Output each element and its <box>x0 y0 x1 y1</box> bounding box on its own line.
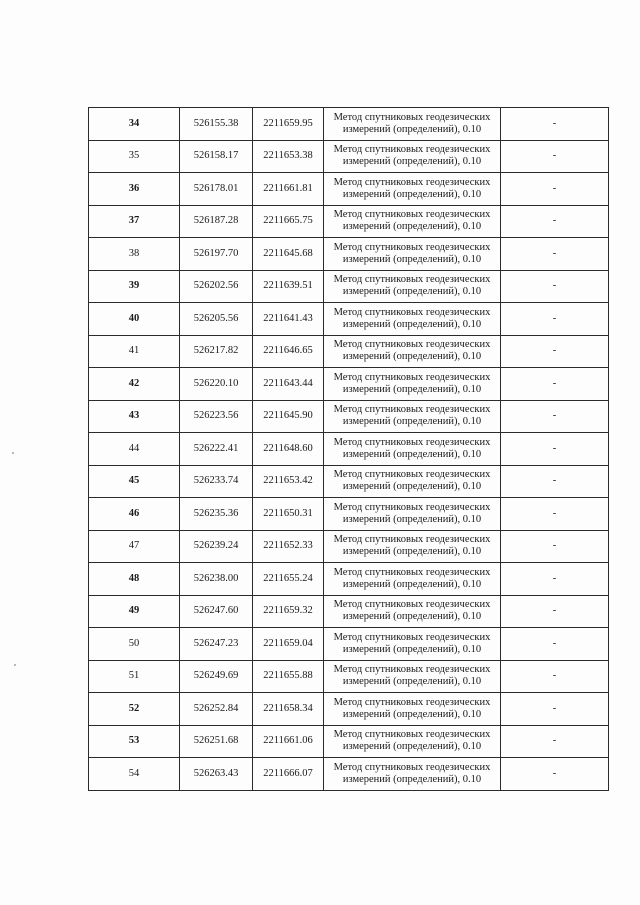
description-cell: - <box>501 660 609 693</box>
x-coordinate-cell: 526247.23 <box>180 628 253 661</box>
method-cell <box>324 303 501 336</box>
method-line-1: Метод спутниковых геодезических <box>333 534 491 546</box>
x-coordinate-cell: 526222.41 <box>180 433 253 466</box>
point-number-cell: 52 <box>89 693 180 726</box>
table-row <box>89 530 609 563</box>
method-line-1: Метод спутниковых геодезических <box>333 696 491 708</box>
point-number-cell: 47 <box>89 530 180 563</box>
method-cell <box>324 693 501 726</box>
x-coordinate-cell: 526158.17 <box>180 140 253 173</box>
x-coordinate-cell: 526187.28 <box>180 205 253 238</box>
method-line-1: Метод спутниковых геодезических <box>333 566 491 578</box>
method-cell <box>324 628 501 661</box>
y-coordinate-cell: 2211641.43 <box>253 303 324 336</box>
table-row <box>89 205 609 238</box>
x-coordinate-cell: 526202.56 <box>180 270 253 303</box>
method-line-2: измерений (определений), 0.10 <box>342 578 482 590</box>
method-cell <box>324 270 501 303</box>
description-cell: - <box>501 368 609 401</box>
point-number-cell: 39 <box>89 270 180 303</box>
point-number-cell: 37 <box>89 205 180 238</box>
description-cell: - <box>501 205 609 238</box>
y-coordinate-cell: 2211646.65 <box>253 335 324 368</box>
table-row <box>89 725 609 758</box>
x-coordinate-cell: 526205.56 <box>180 303 253 336</box>
method-line-1: Метод спутниковых геодезических <box>333 176 491 188</box>
y-coordinate-cell: 2211655.88 <box>253 660 324 693</box>
y-coordinate-cell: 2211645.90 <box>253 400 324 433</box>
method-line-2: измерений (определений), 0.10 <box>342 611 482 623</box>
method-line-2: измерений (определений), 0.10 <box>342 773 482 785</box>
method-line-2: измерений (определений), 0.10 <box>342 188 482 200</box>
y-coordinate-cell: 2211666.07 <box>253 758 324 791</box>
y-coordinate-cell: 2211661.81 <box>253 173 324 206</box>
y-coordinate-cell: 2211653.42 <box>253 465 324 498</box>
method-line-1: Метод спутниковых геодезических <box>333 404 491 416</box>
x-coordinate-cell: 526239.24 <box>180 530 253 563</box>
description-cell: - <box>501 465 609 498</box>
method-line-2: измерений (определений), 0.10 <box>342 318 482 330</box>
description-cell: - <box>501 563 609 596</box>
table-row <box>89 400 609 433</box>
method-cell <box>324 205 501 238</box>
x-coordinate-cell: 526155.38 <box>180 108 253 141</box>
y-coordinate-cell: 2211659.95 <box>253 108 324 141</box>
method-cell <box>324 140 501 173</box>
method-line-1: Метод спутниковых геодезических <box>333 306 491 318</box>
table-row <box>89 368 609 401</box>
table-row <box>89 660 609 693</box>
method-line-2: измерений (определений), 0.10 <box>342 221 482 233</box>
y-coordinate-cell: 2211655.24 <box>253 563 324 596</box>
coordinates-table-body <box>89 108 609 791</box>
method-cell <box>324 725 501 758</box>
method-line-1: Метод спутниковых геодезических <box>333 599 491 611</box>
y-coordinate-cell: 2211645.68 <box>253 238 324 271</box>
x-coordinate-cell: 526178.01 <box>180 173 253 206</box>
method-cell <box>324 660 501 693</box>
description-cell: - <box>501 140 609 173</box>
description-cell: - <box>501 173 609 206</box>
method-line-1: Метод спутниковых геодезических <box>333 111 491 123</box>
point-number-cell: 34 <box>89 108 180 141</box>
scan-artifact <box>14 664 16 666</box>
method-line-2: измерений (определений), 0.10 <box>342 383 482 395</box>
method-line-2: измерений (определений), 0.10 <box>342 481 482 493</box>
table-row <box>89 693 609 726</box>
x-coordinate-cell: 526220.10 <box>180 368 253 401</box>
point-number-cell: 50 <box>89 628 180 661</box>
table-row <box>89 108 609 141</box>
method-cell <box>324 595 501 628</box>
x-coordinate-cell: 526251.68 <box>180 725 253 758</box>
x-coordinate-cell: 526197.70 <box>180 238 253 271</box>
description-cell: - <box>501 595 609 628</box>
description-cell: - <box>501 725 609 758</box>
method-cell <box>324 368 501 401</box>
point-number-cell: 40 <box>89 303 180 336</box>
method-cell <box>324 758 501 791</box>
method-cell <box>324 335 501 368</box>
method-line-1: Метод спутниковых геодезических <box>333 761 491 773</box>
method-line-2: измерений (определений), 0.10 <box>342 741 482 753</box>
table-row <box>89 563 609 596</box>
x-coordinate-cell: 526249.69 <box>180 660 253 693</box>
coordinates-table <box>88 107 609 791</box>
table-row <box>89 140 609 173</box>
y-coordinate-cell: 2211639.51 <box>253 270 324 303</box>
method-line-2: измерений (определений), 0.10 <box>342 708 482 720</box>
y-coordinate-cell: 2211661.06 <box>253 725 324 758</box>
point-number-cell: 48 <box>89 563 180 596</box>
method-line-2: измерений (определений), 0.10 <box>342 351 482 363</box>
point-number-cell: 35 <box>89 140 180 173</box>
method-line-2: измерений (определений), 0.10 <box>342 286 482 298</box>
table-row <box>89 303 609 336</box>
method-cell <box>324 563 501 596</box>
point-number-cell: 44 <box>89 433 180 466</box>
method-cell <box>324 433 501 466</box>
method-line-2: измерений (определений), 0.10 <box>342 513 482 525</box>
method-line-2: измерений (определений), 0.10 <box>342 448 482 460</box>
description-cell: - <box>501 335 609 368</box>
method-cell <box>324 108 501 141</box>
method-line-1: Метод спутниковых геодезических <box>333 339 491 351</box>
description-cell: - <box>501 270 609 303</box>
method-line-1: Метод спутниковых геодезических <box>333 209 491 221</box>
description-cell: - <box>501 400 609 433</box>
point-number-cell: 46 <box>89 498 180 531</box>
x-coordinate-cell: 526247.60 <box>180 595 253 628</box>
x-coordinate-cell: 526263.43 <box>180 758 253 791</box>
method-line-2: измерений (определений), 0.10 <box>342 416 482 428</box>
y-coordinate-cell: 2211650.31 <box>253 498 324 531</box>
point-number-cell: 43 <box>89 400 180 433</box>
point-number-cell: 41 <box>89 335 180 368</box>
description-cell: - <box>501 433 609 466</box>
point-number-cell: 38 <box>89 238 180 271</box>
table-row <box>89 758 609 791</box>
table-row <box>89 173 609 206</box>
method-line-1: Метод спутниковых геодезических <box>333 631 491 643</box>
method-line-2: измерений (определений), 0.10 <box>342 546 482 558</box>
x-coordinate-cell: 526252.84 <box>180 693 253 726</box>
method-cell <box>324 173 501 206</box>
point-number-cell: 54 <box>89 758 180 791</box>
table-row <box>89 335 609 368</box>
y-coordinate-cell: 2211652.33 <box>253 530 324 563</box>
y-coordinate-cell: 2211653.38 <box>253 140 324 173</box>
method-line-1: Метод спутниковых геодезических <box>333 274 491 286</box>
method-line-1: Метод спутниковых геодезических <box>333 469 491 481</box>
method-line-1: Метод спутниковых геодезических <box>333 664 491 676</box>
point-number-cell: 49 <box>89 595 180 628</box>
table-row <box>89 595 609 628</box>
description-cell: - <box>501 238 609 271</box>
y-coordinate-cell: 2211648.60 <box>253 433 324 466</box>
y-coordinate-cell: 2211658.34 <box>253 693 324 726</box>
method-line-2: измерений (определений), 0.10 <box>342 253 482 265</box>
scan-artifact <box>12 452 14 454</box>
description-cell: - <box>501 693 609 726</box>
y-coordinate-cell: 2211665.75 <box>253 205 324 238</box>
x-coordinate-cell: 526217.82 <box>180 335 253 368</box>
x-coordinate-cell: 526235.36 <box>180 498 253 531</box>
table-row <box>89 628 609 661</box>
point-number-cell: 51 <box>89 660 180 693</box>
description-cell: - <box>501 530 609 563</box>
method-line-1: Метод спутниковых геодезических <box>333 371 491 383</box>
description-cell: - <box>501 108 609 141</box>
point-number-cell: 36 <box>89 173 180 206</box>
method-cell <box>324 498 501 531</box>
y-coordinate-cell: 2211643.44 <box>253 368 324 401</box>
point-number-cell: 53 <box>89 725 180 758</box>
description-cell: - <box>501 303 609 336</box>
method-line-2: измерений (определений), 0.10 <box>342 643 482 655</box>
table-row <box>89 498 609 531</box>
y-coordinate-cell: 2211659.04 <box>253 628 324 661</box>
table-row <box>89 270 609 303</box>
method-line-1: Метод спутниковых геодезических <box>333 501 491 513</box>
method-cell <box>324 530 501 563</box>
x-coordinate-cell: 526238.00 <box>180 563 253 596</box>
description-cell: - <box>501 498 609 531</box>
method-cell <box>324 238 501 271</box>
y-coordinate-cell: 2211659.32 <box>253 595 324 628</box>
method-line-2: измерений (определений), 0.10 <box>342 123 482 135</box>
table-row <box>89 433 609 466</box>
method-line-1: Метод спутниковых геодезических <box>333 241 491 253</box>
description-cell: - <box>501 758 609 791</box>
method-line-1: Метод спутниковых геодезических <box>333 729 491 741</box>
table-row <box>89 465 609 498</box>
x-coordinate-cell: 526233.74 <box>180 465 253 498</box>
x-coordinate-cell: 526223.56 <box>180 400 253 433</box>
method-cell <box>324 465 501 498</box>
method-cell <box>324 400 501 433</box>
point-number-cell: 42 <box>89 368 180 401</box>
point-number-cell: 45 <box>89 465 180 498</box>
method-line-2: измерений (определений), 0.10 <box>342 676 482 688</box>
description-cell: - <box>501 628 609 661</box>
method-line-1: Метод спутниковых геодезических <box>333 436 491 448</box>
table-row <box>89 238 609 271</box>
method-line-2: измерений (определений), 0.10 <box>342 156 482 168</box>
method-line-1: Метод спутниковых геодезических <box>333 144 491 156</box>
